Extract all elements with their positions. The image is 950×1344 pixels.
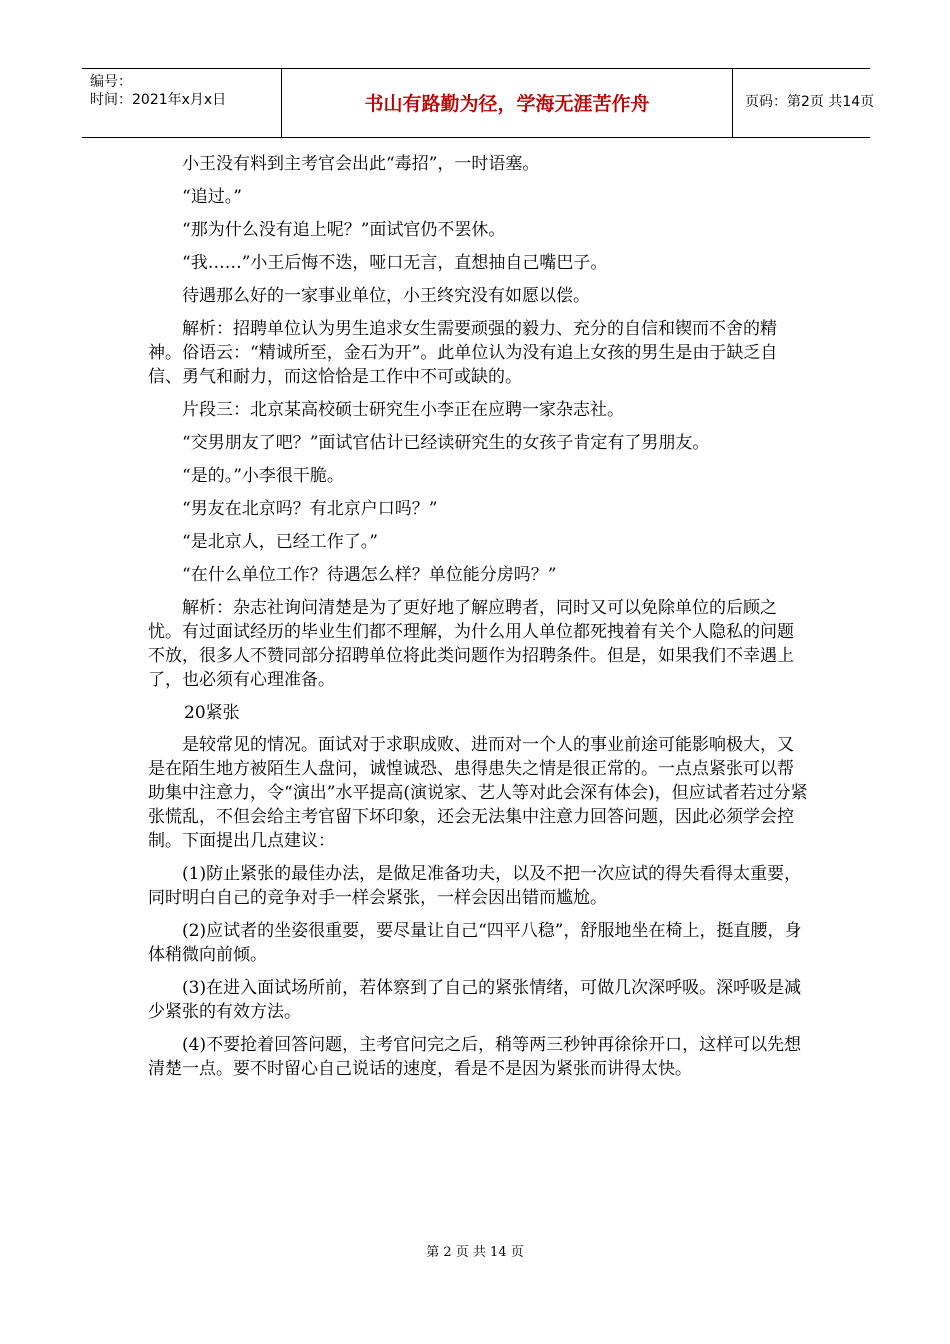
section-heading: 20紧张 (184, 703, 240, 723)
paragraph: “交男朋友了吧？”面试官估计已经读研究生的女孩子肯定有了男朋友。 (182, 433, 710, 453)
paragraph: (4)不要抢着回答问题，主考官问完之后，稍等两三秒钟再徐徐开口，这样可以先想清楚一点。要不时留心自己说话的速度，看是不是因为紧张而讲得太快。 (148, 1035, 802, 1079)
paragraph: “是北京人，已经工作了。” (182, 532, 378, 552)
paragraph: “在什么单位工作？待遇怎么样？单位能分房吗？” (182, 565, 557, 585)
paragraph: (1)防止紧张的最佳办法，是做足准备功夫，以及不把一次应试的得失看得太重要，同时明白自己的竞争对手一样会紧张，一样会因出错而尴尬。 (148, 864, 802, 908)
document-number-label: 编号： (90, 74, 132, 90)
header-meta-cell (82, 69, 282, 137)
header-motto: 书山有路勤为径，学海无涯苦作舟 (364, 93, 650, 115)
paragraph: (3)在进入面试场所前，若体察到了自己的紧张情绪，可做几次深呼吸。深呼吸是减少紧张的有效方法。 (148, 978, 802, 1022)
header-page-info: 页码：第2页 共14页 (745, 94, 875, 110)
paragraph: “追过。” (182, 187, 242, 207)
paragraph: (2)应试者的坐姿很重要，要尽量让自己“四平八稳”，舒服地坐在椅上，挺直腰，身体稍微向前倾。 (148, 921, 802, 965)
document-body (148, 152, 810, 1090)
page-footer: 第 2 页 共 14 页 (426, 1245, 524, 1260)
header-page-cell (733, 69, 875, 137)
paragraph: “那为什么没有追上呢？”面试官仍不罢休。 (182, 220, 506, 240)
paragraph: 解析：招聘单位认为男生追求女生需要顽强的毅力、充分的自信和锲而不舍的精神。俗语云：“精诚所至，金石为开”。此单位认为没有追上女孩的男生是由于缺乏自信、勇气和耐力，而这恰恰是工作中不可或缺的。 (148, 319, 778, 387)
paragraph: “是的。”小李很干脆。 (182, 466, 344, 486)
paragraph: 是较常见的情况。面试对于求职成败、进而对一个人的事业前途可能影响极大，又是在陌生地方被陌生人盘问，诚惶诚恐、患得患失之情是很正常的。一点点紧张可以帮助集中注意力，令“演出”水平提高(演说家、艺人等对此会深有体会)，但应试者若过分紧张慌乱，不但会给主考官留下坏印象，还会无法集中注意力回答问题，因此必须学会控制。下面提出几点建议： (148, 735, 808, 851)
page-header (82, 68, 875, 138)
paragraph: 解析：杂志社询问清楚是为了更好地了解应聘者，同时又可以免除单位的后顾之忧。有过面试经历的毕业生们都不理解，为什么用人单位都死拽着有关个人隐私的问题不放，很多人不赞同部分招聘单位将此类问题作为招聘条件。但是，如果我们不幸遇上了，也必须有心理准备。 (148, 598, 794, 690)
paragraph: “我……”小王后悔不迭，哑口无言，直想抽自己嘴巴子。 (182, 253, 608, 273)
paragraph: 片段三：北京某高校硕士研究生小李正在应聘一家杂志社。 (182, 400, 624, 420)
paragraph: 小王没有料到主考官会出此“毒招”，一时语塞。 (182, 154, 540, 174)
paragraph: “男友在北京吗？有北京户口吗？” (182, 499, 438, 519)
paragraph: 待遇那么好的一家事业单位，小王终究没有如愿以偿。 (182, 286, 590, 306)
document-time: 时间：2021年x月x日 (90, 92, 227, 108)
header-motto-cell (282, 69, 733, 137)
